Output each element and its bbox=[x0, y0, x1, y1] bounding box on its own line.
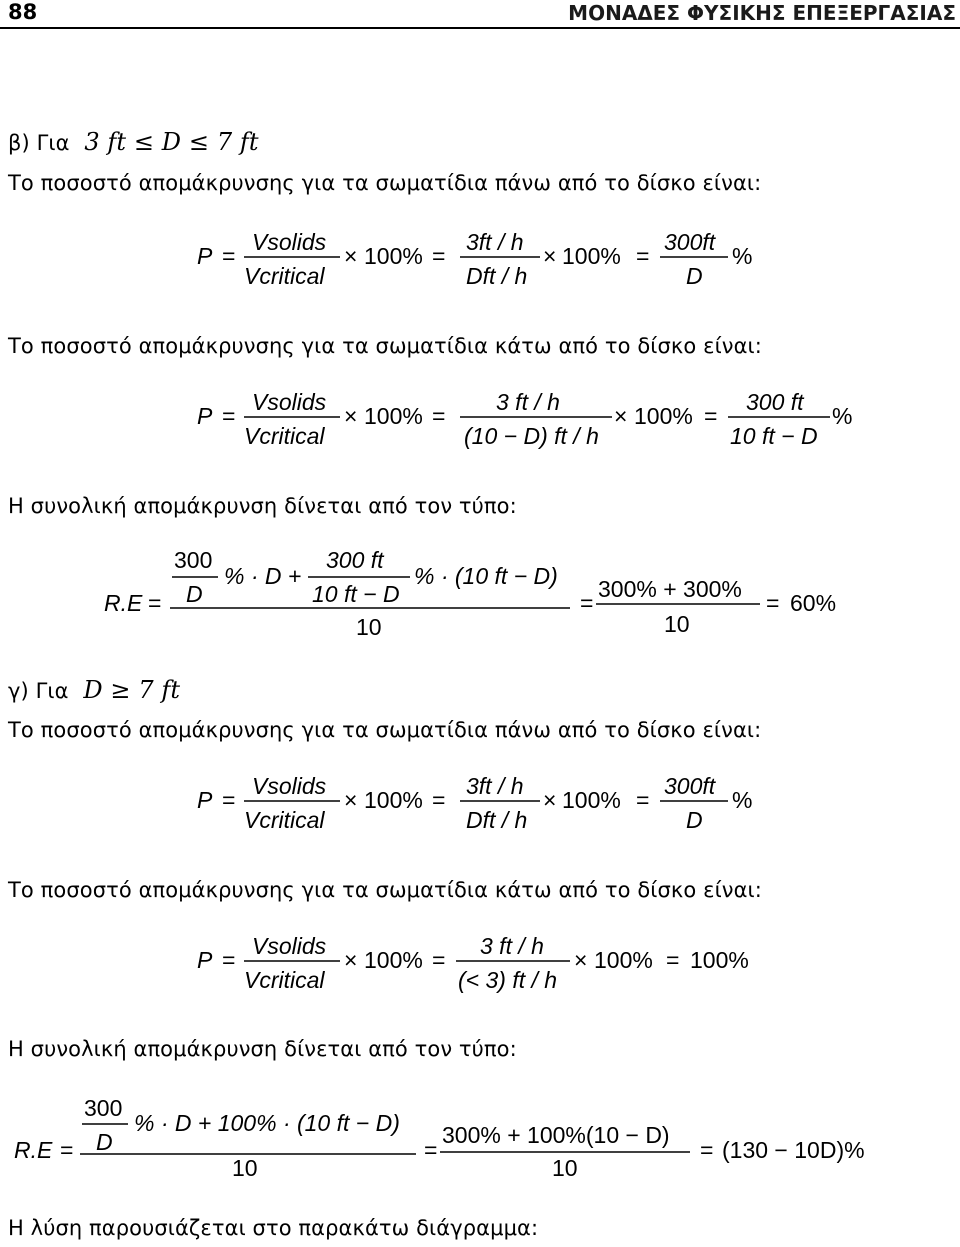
chapter-title: ΜΟΝΑΔΕΣ ΦΥΣΙΚΗΣ ΕΠΕΞΕΡΓΑΣΙΑΣ bbox=[568, 1, 956, 25]
section-b-condition: 3 ft ≤ D ≤ 7 ft bbox=[84, 128, 259, 156]
fraction-denominator: Vcritical bbox=[244, 807, 325, 833]
term-text: % · (10 ft − D) bbox=[414, 563, 558, 589]
fraction-numerator: 3 ft / h bbox=[496, 389, 560, 415]
fraction-denominator: D bbox=[686, 807, 703, 833]
eq-b-total bbox=[104, 547, 836, 640]
equals-sign: = bbox=[766, 590, 780, 616]
fraction-denominator: 10 bbox=[664, 611, 690, 637]
section-c-total-text: Η συνολική απομάκρυνση δίνεται από τον τύπο: bbox=[8, 1037, 517, 1061]
fraction-denominator: 10 ft − D bbox=[730, 423, 818, 449]
equals-sign: = bbox=[222, 243, 236, 269]
fraction-denominator: 10 bbox=[232, 1155, 258, 1181]
equals-sign: = bbox=[700, 1137, 714, 1163]
eq-lhs: P bbox=[197, 403, 213, 429]
section-b-total-text: Η συνολική απομάκρυνση δίνεται από τον τύπο: bbox=[8, 494, 517, 518]
fraction-numerator: 300 ft bbox=[326, 547, 384, 573]
result-value: 100% bbox=[690, 947, 749, 973]
eq-c-above bbox=[197, 773, 752, 833]
fraction-numerator: 300 bbox=[84, 1095, 123, 1121]
term-text: % · D + bbox=[224, 563, 302, 589]
fraction-denominator: (< 3) ft / h bbox=[458, 967, 558, 993]
equals-sign: = bbox=[60, 1137, 74, 1163]
multiplier: 100% bbox=[364, 403, 423, 429]
multiplier: 100% bbox=[364, 787, 423, 813]
section-c-condition: D ≥ 7 ft bbox=[83, 676, 181, 704]
eq-lhs: P bbox=[197, 947, 213, 973]
equals-sign: = bbox=[222, 787, 236, 813]
footer-text: Η λύση παρουσιάζεται στο παρακάτω διάγραμμα: bbox=[8, 1216, 539, 1240]
equals-sign: = bbox=[636, 243, 650, 269]
multiplier: 100% bbox=[634, 403, 693, 429]
section-b-below-text: Το ποσοστό απομάκρυνσης για τα σωματίδια κάτω από το δίσκο είναι: bbox=[8, 334, 762, 358]
unit-sign: % bbox=[732, 787, 753, 813]
fraction-denominator: D bbox=[96, 1129, 113, 1155]
eq-c-below bbox=[197, 933, 749, 993]
multiplier: 100% bbox=[562, 787, 621, 813]
times-sign: × bbox=[344, 243, 358, 269]
fraction-numerator: 300 ft bbox=[746, 389, 804, 415]
fraction-denominator: 10 ft − D bbox=[312, 581, 400, 607]
fraction-numerator: Vsolids bbox=[252, 933, 327, 959]
multiplier: 100% bbox=[364, 947, 423, 973]
multiplier: 100% bbox=[364, 243, 423, 269]
fraction-numerator: 300ft bbox=[664, 229, 716, 255]
term-text: % · D + 100% · (10 ft − D) bbox=[134, 1110, 400, 1136]
result-value: (130 − 10D)% bbox=[722, 1137, 865, 1163]
equals-sign: = bbox=[432, 947, 446, 973]
equals-sign: = bbox=[222, 403, 236, 429]
fraction-numerator: Vsolids bbox=[252, 773, 327, 799]
fraction-numerator: Vsolids bbox=[252, 389, 327, 415]
equals-sign: = bbox=[222, 947, 236, 973]
multiplier: 100% bbox=[594, 947, 653, 973]
fraction-numerator: 3 ft / h bbox=[480, 933, 544, 959]
equals-sign: = bbox=[704, 403, 718, 429]
times-sign: × bbox=[543, 243, 557, 269]
eq-lhs: R.E bbox=[14, 1137, 53, 1163]
equals-sign: = bbox=[148, 590, 162, 616]
result-value: 60% bbox=[790, 590, 837, 616]
equals-sign: = bbox=[432, 787, 446, 813]
unit-sign: % bbox=[832, 403, 853, 429]
fraction-denominator: D bbox=[686, 263, 703, 289]
fraction-numerator: 300ft bbox=[664, 773, 716, 799]
equals-sign: = bbox=[666, 947, 680, 973]
eq-lhs: P bbox=[197, 243, 213, 269]
fraction-numerator: Vsolids bbox=[252, 229, 327, 255]
times-sign: × bbox=[344, 787, 358, 813]
fraction-denominator: Vcritical bbox=[244, 967, 325, 993]
equals-sign: = bbox=[580, 590, 594, 616]
fraction-numerator: 300% + 300% bbox=[598, 576, 742, 602]
times-sign: × bbox=[574, 947, 588, 973]
fraction-denominator: D bbox=[186, 581, 203, 607]
fraction-numerator: 3ft / h bbox=[466, 773, 524, 799]
eq-b-above bbox=[197, 229, 752, 289]
fraction-denominator: Dft / h bbox=[466, 263, 528, 289]
fraction-denominator: (10 − D) ft / h bbox=[464, 423, 599, 449]
fraction-denominator: Vcritical bbox=[244, 423, 325, 449]
fraction-numerator: 300% + 100%(10 − D) bbox=[442, 1122, 670, 1148]
page-number: 88 bbox=[8, 0, 38, 24]
equals-sign: = bbox=[424, 1137, 438, 1163]
equals-sign: = bbox=[432, 243, 446, 269]
times-sign: × bbox=[344, 947, 358, 973]
section-c-above-text: Το ποσοστό απομάκρυνσης για τα σωματίδια πάνω από το δίσκο είναι: bbox=[8, 718, 762, 742]
eq-c-total bbox=[14, 1095, 865, 1181]
section-c-heading bbox=[8, 676, 180, 704]
fraction-denominator: Vcritical bbox=[244, 263, 325, 289]
equals-sign: = bbox=[636, 787, 650, 813]
eq-lhs: R.E bbox=[104, 590, 143, 616]
unit-sign: % bbox=[732, 243, 753, 269]
fraction-denominator: Dft / h bbox=[466, 807, 528, 833]
eq-lhs: P bbox=[197, 787, 213, 813]
equals-sign: = bbox=[432, 403, 446, 429]
section-b-above-text: Το ποσοστό απομάκρυνσης για τα σωματίδια πάνω από το δίσκο είναι: bbox=[8, 171, 762, 195]
times-sign: × bbox=[344, 403, 358, 429]
eq-b-below bbox=[197, 389, 852, 449]
fraction-numerator: 300 bbox=[174, 547, 213, 573]
section-c-below-text: Το ποσοστό απομάκρυνσης για τα σωματίδια κάτω από το δίσκο είναι: bbox=[8, 878, 762, 902]
fraction-numerator: 3ft / h bbox=[466, 229, 524, 255]
times-sign: × bbox=[543, 787, 557, 813]
fraction-denominator: 10 bbox=[356, 614, 382, 640]
times-sign: × bbox=[614, 403, 628, 429]
fraction-denominator: 10 bbox=[552, 1155, 578, 1181]
section-b-label: β) Για bbox=[8, 131, 70, 155]
section-c-label: γ) Για bbox=[8, 679, 69, 703]
multiplier: 100% bbox=[562, 243, 621, 269]
